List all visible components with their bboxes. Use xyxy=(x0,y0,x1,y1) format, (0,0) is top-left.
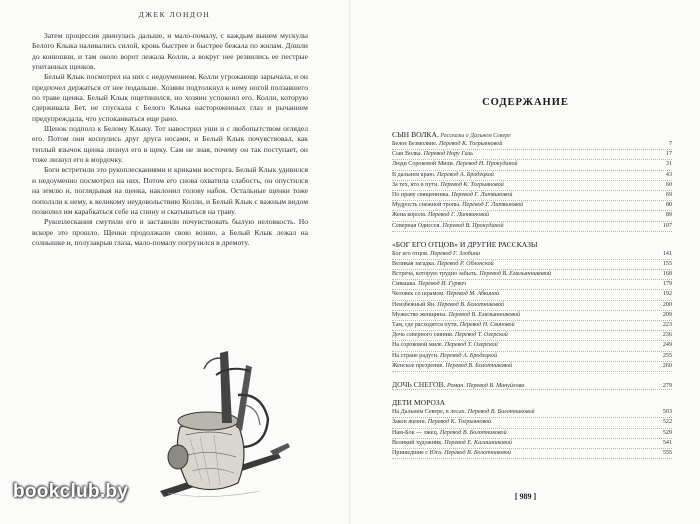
toc-entry-title xyxy=(392,352,659,361)
toc-page-number: 209 xyxy=(662,311,672,318)
toc-entry-name: Великая загадка. xyxy=(392,260,438,267)
toc-entry-translator: Перевод В. Емельянниковой xyxy=(448,311,521,318)
toc-title: СОДЕРЖАНИЕ xyxy=(482,97,569,108)
toc-entry-name: На стране радуги. xyxy=(392,352,441,359)
toc-entry-title xyxy=(392,449,659,458)
toc-entry-translator: Перевод Р. Облонской xyxy=(437,260,494,267)
toc-entry-translator: Перевод Г. Злобина xyxy=(430,250,481,257)
toc-entry-translator: Перевод К. Тогрыяновой xyxy=(440,181,504,188)
toc-page-number: 192 xyxy=(662,291,672,298)
toc-page-number: 200 xyxy=(662,301,672,308)
toc-entry xyxy=(392,449,672,459)
toc-entry-translator: Перевод В. Болотниковой xyxy=(445,362,513,369)
toc-entry-title xyxy=(392,260,659,269)
toc-entry-name: Люди Сороковой Мили. xyxy=(392,161,456,168)
toc-entry-name: Человек со шрамом. xyxy=(392,291,447,298)
toc-page-number: 249 xyxy=(662,342,672,349)
toc-entry-translator: Перевод К. Тогрыяновой xyxy=(427,419,492,426)
toc-entry xyxy=(392,270,672,280)
toc-entry-translator: Перевод Т. Озерской xyxy=(444,342,498,349)
page-number: [ 989 ] xyxy=(514,492,537,501)
toc-section-heading xyxy=(392,130,672,140)
toc-page-number: 7 xyxy=(668,141,672,147)
toc-page-number: 503 xyxy=(662,409,672,416)
toc-entry xyxy=(392,201,672,211)
toc-entry-title xyxy=(392,211,662,220)
toc-entry-name: Жена короля. xyxy=(392,212,428,219)
toc-entry xyxy=(392,181,672,191)
toc-entry-translator: Перевод Г. Литвиновой xyxy=(427,212,489,219)
toc-page-number: 522 xyxy=(662,419,672,426)
body-text xyxy=(32,31,308,248)
toc-entry xyxy=(392,439,672,449)
toc-entry xyxy=(392,150,672,160)
toc-page-number: 168 xyxy=(662,271,672,278)
paragraph: Рукоплескания смутили его и заставили почувствовать былую неловкость. Но вскоре это прошло. Щенки продолжали свою возню, а Белый Клык лежал на солнышке и, полузакрыв глаза, мало-помалу погрузился в дремоту. xyxy=(32,217,308,247)
toc-page-number: 89 xyxy=(665,212,672,219)
toc-entry-translator: Перевод Н. Свиновой xyxy=(459,322,515,328)
right-page xyxy=(351,0,700,524)
toc-entry-title xyxy=(392,362,659,371)
toc-entry-name: За тех, кто в пути. xyxy=(392,181,441,188)
toc-page-number: 107 xyxy=(662,222,672,229)
paragraph: Боги встретили это рукоплесканиями и криками восторга. Белый Клык удивился и недоуменно посмотрел на них. Потом его снова охватила слабость, он опустился на землю и, поглядывая на щенка, наклонил голову набок. Остальные щенки тоже поползли к нему, к великому неудовольствию Колли, и Белый Клык с важным видом позволил им карабкаться себе на спину и скатываться на траву. xyxy=(32,165,308,216)
toc-entry xyxy=(392,418,672,428)
toc-entry-translator: Перевод М. Абкиной xyxy=(446,291,500,298)
toc-entry-title xyxy=(392,201,662,210)
toc-entry-name: Сын Волка. xyxy=(392,151,424,158)
toc-section-heading xyxy=(392,240,672,250)
toc-entry xyxy=(392,211,672,221)
toc-entry xyxy=(392,352,672,362)
toc-entry xyxy=(392,280,672,290)
toc-page-number: 279 xyxy=(662,382,672,389)
toc-entry-translator: Перевод Е. Калашниковой xyxy=(444,439,512,446)
toc-entry-translator: Перевод Нору Галь xyxy=(423,151,474,158)
toc-entry-title xyxy=(392,439,659,448)
toc-page-number: 60 xyxy=(665,181,672,188)
toc-entry-title xyxy=(392,429,659,438)
toc-entry-title xyxy=(392,150,662,159)
toc-page-number: 31 xyxy=(665,161,672,168)
watermark: bookclub.by xyxy=(13,481,129,502)
toc-entry xyxy=(392,408,672,418)
toc-page-number: 141 xyxy=(662,250,672,257)
toc-entry-name: Нам-Бок — лжец. xyxy=(392,429,440,436)
toc-entry-name: Мудрость снежной тропы. xyxy=(392,202,463,209)
toc-page-number: 236 xyxy=(662,332,672,339)
toc-entry xyxy=(392,140,672,150)
toc-entry-title xyxy=(392,191,662,200)
toc-page-number: 223 xyxy=(662,322,672,328)
toc-entry xyxy=(392,260,672,270)
toc-entry-translator: Перевод В. Болотниковой xyxy=(439,429,507,436)
toc-entry-title xyxy=(392,250,659,259)
toc-entry-translator: Перевод К. Тогрыяновой xyxy=(438,141,503,147)
toc-page-number: 555 xyxy=(662,449,672,456)
toc-entry-translator: Перевод И. Гурвич xyxy=(418,281,467,288)
toc-page-number: 80 xyxy=(665,202,672,209)
toc-entry-title xyxy=(392,311,659,320)
running-head: ДЖЕК ЛОНДОН xyxy=(138,10,211,19)
toc-section-title: «БОГ ЕГО ОТЦОВ» И ДРУГИЕ РАССКАЗЫ xyxy=(392,239,538,249)
table-of-contents xyxy=(392,130,672,459)
toc-entry xyxy=(392,429,672,439)
toc-page-number: 260 xyxy=(662,362,672,369)
toc-entry-name: Сивашка. xyxy=(392,281,419,288)
toc-section-subtitle: Рассказы о Дальнем Севере xyxy=(438,133,511,139)
toc-entry-title xyxy=(392,270,659,279)
toc-entry-translator: Перевод А. Бродецкой xyxy=(436,171,494,178)
toc-entry-name: На Дальнем Севере, в лесах. xyxy=(392,409,468,416)
toc-entry-name: Дочь северного сияния. xyxy=(392,332,455,339)
toc-page-number: 529 xyxy=(662,429,672,436)
toc-entry-name: Белое Безмолвие. xyxy=(392,141,439,147)
toc-entry-name: Там, где расходятся пути. xyxy=(392,322,460,328)
toc-entry-translator: Перевод Г. Литвиновой xyxy=(451,191,513,198)
toc-page-number: 155 xyxy=(662,260,672,267)
left-page xyxy=(0,0,349,524)
toc-entry xyxy=(392,341,672,351)
toc-entry-name: На сороковой миле. xyxy=(392,342,445,349)
toc-page-number: 43 xyxy=(665,171,672,178)
toc-entry xyxy=(392,321,672,331)
toc-entry-name: По праву священника. xyxy=(392,191,452,198)
section-gap xyxy=(392,232,672,240)
toc-entry-translator: Перевод В. Прокудиной xyxy=(442,222,504,229)
toc-section-heading xyxy=(392,398,672,408)
toc-entry-title xyxy=(392,331,659,340)
toc-entry-translator: Перевод Г. Литвиновой xyxy=(462,202,524,209)
toc-entry xyxy=(392,191,672,201)
toc-entry-name: В дальнем краю. xyxy=(392,171,437,178)
toc-page-number: 255 xyxy=(662,352,672,359)
section-gap xyxy=(392,372,672,380)
toc-page-number: 17 xyxy=(665,151,672,158)
toc-entry-title xyxy=(392,408,659,417)
toc-entry xyxy=(392,160,672,170)
toc-entry-translator: Перевод А. Бродецкой xyxy=(440,352,498,359)
toc-entry xyxy=(392,301,672,311)
toc-entry-name: Пришедшие с Юга. xyxy=(392,449,445,456)
toc-entry xyxy=(392,171,672,181)
toc-entry-translator: Перевод В. Болотниковой xyxy=(467,409,535,416)
toc-entry-title xyxy=(392,290,659,299)
toc-entry xyxy=(392,222,672,232)
toc-entry-title xyxy=(392,341,659,350)
backpack-illustration xyxy=(150,335,290,505)
paragraph: Щенок подполз к Белому Клыку. Тот навострил уши и с любопытством оглядел его. Потом они коснулись друг друга носами, и Белый Клык почувствовал, как теплый язычок щенка лизнул его в щеку. Сам не зная, почему он так поступает, он тоже лизнул его в мордочку. xyxy=(32,124,308,165)
toc-page-number: 69 xyxy=(665,191,672,198)
toc-entry-translator: Перевод В. Болотниковой xyxy=(444,449,511,456)
toc-entry-title xyxy=(392,321,659,330)
toc-entry-translator: Перевод Н. Прокудиной xyxy=(455,161,518,168)
toc-entry-name: Неизбежный Ян. xyxy=(392,301,438,308)
toc-entry-name: Великий художник. xyxy=(392,439,445,446)
toc-entry-translator: Перевод В. Болотниковой xyxy=(437,301,505,308)
toc-entry-translator: Перевод Т. Озерской xyxy=(454,332,508,339)
toc-entry-name: Женское презрение. xyxy=(392,362,446,369)
toc-section-title: СЫН ВОЛКА. xyxy=(392,130,439,139)
toc-entry-title xyxy=(392,222,659,231)
toc-entry-name: Северная Одиссея. xyxy=(392,222,443,229)
toc-entry xyxy=(392,362,672,372)
toc-page-number: 179 xyxy=(662,281,672,288)
paragraph: Затем процессия двинулась дальше, и мало-помалу, с каждым вынем мускулы Белого Клыка наливались силой, кровь быстрее и быстрее бежала по жилам. Дошли до конюшни, и там около ворот лежала Колли, а вокруг нее резвились ее пестрые упитанных щенков. xyxy=(32,31,308,72)
toc-entry xyxy=(392,250,672,260)
toc-entry-title xyxy=(392,380,659,391)
toc-entry-title xyxy=(392,280,659,289)
toc-entry-title xyxy=(392,171,662,180)
toc-section-title: ДОЧЬ СНЕГОВ. xyxy=(392,379,446,389)
toc-entry-title xyxy=(392,160,662,169)
toc-entry-title xyxy=(392,140,665,149)
section-gap xyxy=(392,390,672,398)
toc-entry xyxy=(392,331,672,341)
toc-section-title: ДЕТИ МОРОЗА xyxy=(392,398,446,408)
toc-entry-name: Мужество женщины. xyxy=(392,311,449,318)
toc-entry-title xyxy=(392,418,659,427)
toc-entry xyxy=(392,380,672,390)
toc-entry-name: Закон жизни. xyxy=(392,419,428,426)
toc-entry-title xyxy=(392,301,659,310)
toc-entry xyxy=(392,290,672,300)
toc-section-subtitle: Роман. Перевод В. Мануйлова xyxy=(445,382,525,389)
toc-entry xyxy=(392,311,672,321)
paragraph: Белый Клык посмотрел на них с недоумением. Колли угрожающе зарычала, и он предпочел держаться от нее подальше. Хозяин подтолкнул к нему ногой ползавшего по траве щенка. Белый Клык ощетинился, но хозяин успокоил его. Колли, которую сдерживала Бет, не спускала с Белого Клыка настороженных глаз и рычанием предупреждала, что успокаиваться еще рано. xyxy=(32,72,308,123)
toc-entry-name: Бог его отцов. xyxy=(392,250,431,257)
toc-entry-title xyxy=(392,181,662,190)
toc-entry-translator: Перевод В. Емельянниковой xyxy=(479,271,551,278)
toc-entry-name: Встреча, которую трудно забыть. xyxy=(392,271,480,278)
toc-page-number: 541 xyxy=(662,439,672,446)
